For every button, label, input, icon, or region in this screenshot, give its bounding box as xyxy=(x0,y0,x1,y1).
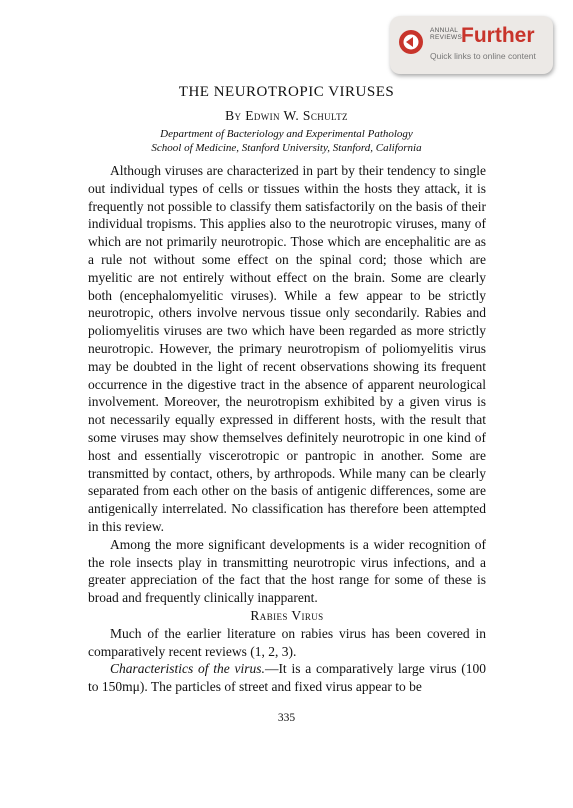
badge-publisher-label: ANNUAL REVIEWS xyxy=(430,27,463,41)
paragraph-characteristics-text: —It is a comparatively large virus (100 to 150mμ). The particles of street and fixed virus appear to be xyxy=(88,661,486,695)
article-author: By Edwin W. Schultz xyxy=(225,108,348,123)
affiliation-school: School of Medicine, Stanford University, Stanford, California xyxy=(151,142,422,154)
paragraph-literature: Much of the earlier literature on rabies virus has been covered in comparatively recent reviews (1, 2, 3). xyxy=(88,625,486,659)
affiliation-department: Department of Bacteriology and Experimental Pathology xyxy=(160,128,413,140)
article-title: THE NEUROTROPIC VIRUSES xyxy=(178,84,395,100)
paragraph-developments: Among the more significant developments is a wider recognition of the role insects play in transmitting neurotropic virus infections, and a greater appreciation of the fact that the host range for some of these is broad and frequently clinically inapparent. xyxy=(88,536,486,606)
article-body xyxy=(88,162,486,696)
paragraph-characteristics-lead: Characteristics of the virus. xyxy=(110,661,265,677)
paragraph-characteristics xyxy=(88,660,486,696)
author-affiliation xyxy=(0,127,573,155)
badge-further-label: Further xyxy=(461,24,535,47)
paragraph-intro: Although viruses are characterized in part by their tendency to single out individual types of cells or tissues within the hosts they attack, it is frequently not possible to classify them satisfactorily on the basis of their individual tropisms. This applies also to the neurotropic viruses, many of which are not primarily neurotropic. Those which are encephalitic are as a rule not without some effect on the spinal cord; those which are myelitic are not entirely without effect on the brain. Some are clearly both (encephalomyelitic viruses). While a few appear to be strictly neurotropic, others involve nervous tissue only secondarily. Rabies and poliomyelitis viruses are two which have been regarded as more strictly neurotropic. However, the primary neurotropism of poliomyelitis virus may be doubted in the light of recent observations showing its frequent occurrence in the digestive tract in the absence of apparent neurological involvement. Moreover, the neurotropism exhibited by a given virus is not necessarily equally expressed in different hosts, with the result that some viruses may show themselves definitely neurotropic in one kind of host and essentially viscerotropic or pantropic in another. Some are transmitted by contact, others, by arthropods. While many can be clearly separated from each other on the basis of antigenic differences, some are antigenically interrelated. No classification has therefore been attempted in this review. xyxy=(88,163,486,534)
speaker-icon xyxy=(398,29,424,55)
badge-subtitle: Quick links to online content xyxy=(430,51,536,61)
annual-reviews-further-badge[interactable] xyxy=(390,16,553,74)
section-heading-rabies: Rabies Virus xyxy=(250,607,324,623)
page-number: 335 xyxy=(277,712,296,724)
